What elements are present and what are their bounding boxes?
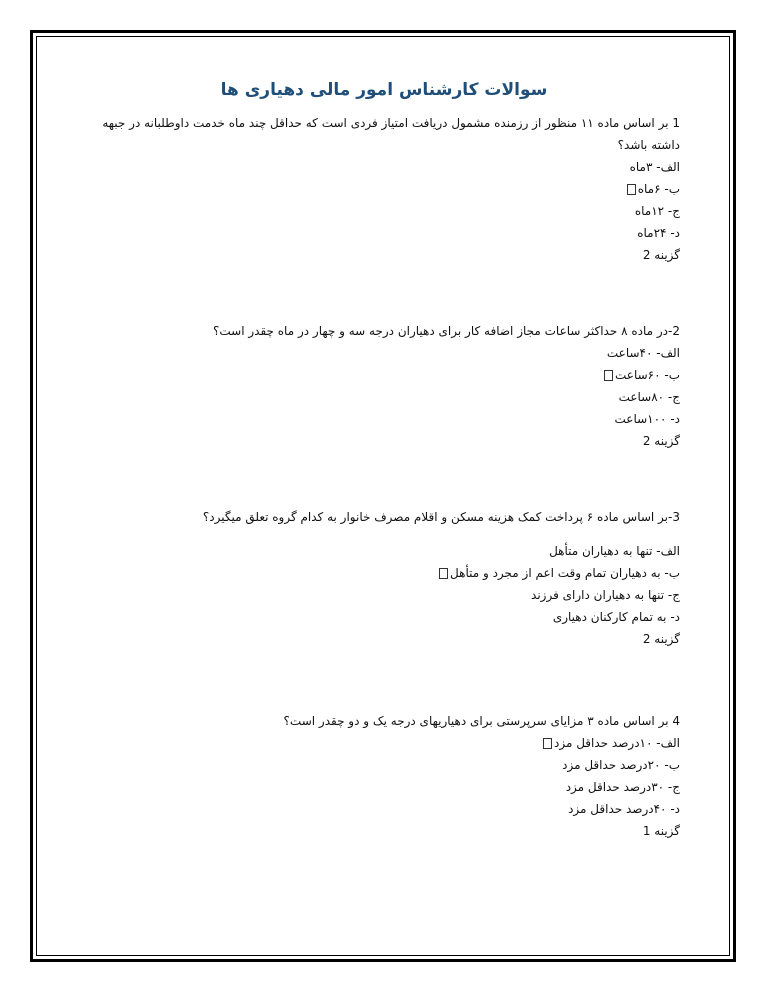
checkbox-icon: [439, 568, 448, 579]
page-title: سوالات کارشناس امور مالی دهیاری ها: [220, 80, 548, 100]
question-1: [80, 112, 680, 266]
answer: گزینه 2: [642, 434, 680, 448]
option-a: الف- تنها به دهیاران متأهل: [549, 544, 680, 558]
option-c: ج- ۸۰ساعت: [618, 390, 680, 404]
option-d: د- به تمام کارکنان دهیاری: [552, 610, 680, 624]
question-text: 3-بر اساس ماده ۶ پرداخت کمک هزینه مسکن و اقلام مصرف خانوار به کدام گروه تعلق میگیرد؟: [202, 510, 680, 524]
option-b: [80, 178, 680, 200]
option-b: [80, 364, 680, 386]
option-label: ب- ۶۰ساعت: [615, 368, 680, 382]
checkbox-icon: [543, 738, 552, 749]
question-text: 4 بر اساس ماده ۳ مزایای سرپرستی برای دهیاریهای درجه یک و دو چقدر است؟: [283, 714, 680, 728]
option-c: ج- تنها به دهیاران دارای فرزند: [531, 588, 680, 602]
checkbox-icon: [627, 184, 636, 195]
answer: گزینه 1: [642, 824, 680, 838]
option-a: [80, 732, 680, 754]
option-c: ج- ۳۰درصد حداقل مزد: [565, 780, 680, 794]
option-b: [80, 562, 680, 584]
option-d: د- ۲۴ماه: [637, 226, 680, 240]
option-label: ب- به دهیاران تمام وقت اعم از مجرد و متأهل: [450, 566, 680, 580]
answer: گزینه 2: [642, 632, 680, 646]
answer: گزینه 2: [642, 248, 680, 262]
question-4: [80, 710, 680, 842]
option-label: الف- ۱۰درصد حداقل مزد: [554, 736, 680, 750]
option-d: د- ۱۰۰ساعت: [614, 412, 680, 426]
question-text: 2-در ماده ۸ حداکثر ساعات مجاز اضافه کار برای دهیاران درجه سه و چهار در ماه چقدر است؟: [213, 324, 680, 338]
option-a: الف- ۳ماه: [629, 160, 680, 174]
question-text: 1 بر اساس ماده ۱۱ منظور از رزمنده مشمول دریافت امتیاز فردی است که حداقل چند ماه خدمت داوطلبانه در جبهه داشته باشد؟: [102, 116, 680, 152]
option-a: الف- ۴۰ساعت: [606, 346, 680, 360]
option-b: ب- ۲۰درصد حداقل مزد: [562, 758, 680, 772]
question-2: [80, 320, 680, 452]
option-d: د- ۴۰درصد حداقل مزد: [568, 802, 680, 816]
checkbox-icon: [604, 370, 613, 381]
option-label: ب- ۶ماه: [637, 182, 680, 196]
question-3: [80, 506, 680, 650]
option-c: ج- ۱۲ماه: [634, 204, 680, 218]
